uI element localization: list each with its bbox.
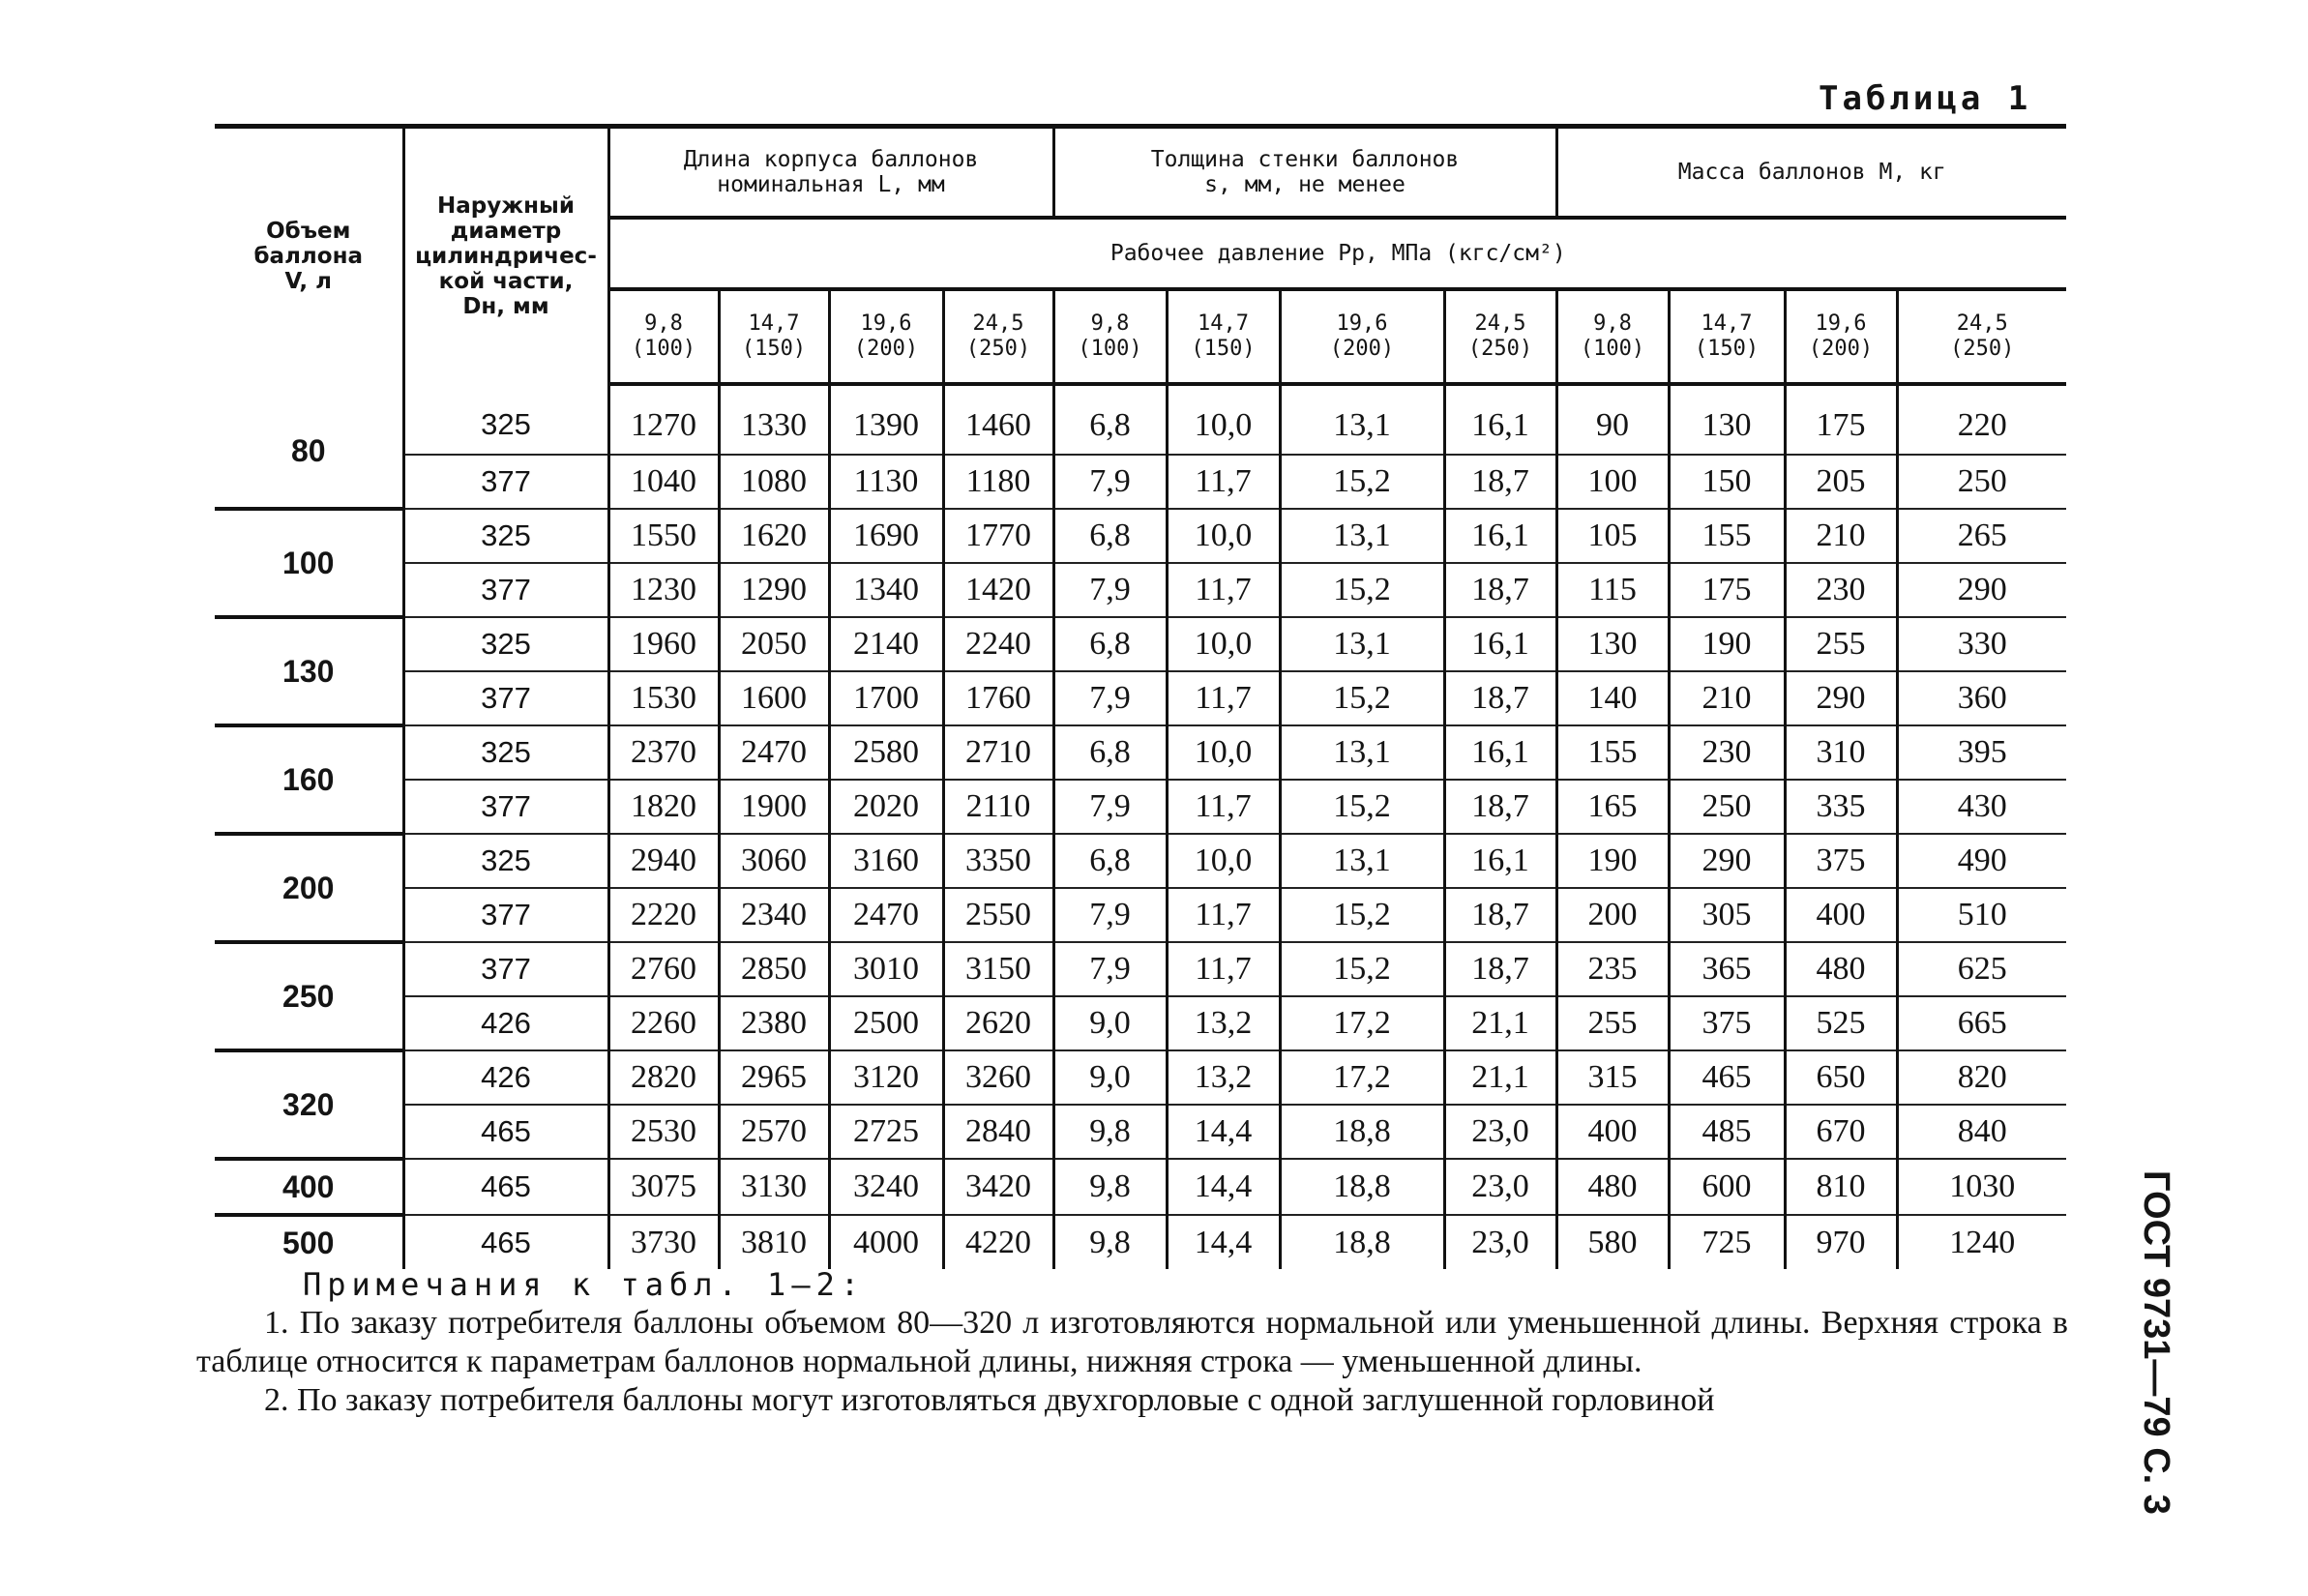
mass-cell: 625 [1897,942,2066,996]
thickness-cell: 23,0 [1444,1105,1556,1159]
thickness-cell: 10,0 [1167,617,1280,671]
pressure-col-header: 14,7 (150) [1167,289,1280,384]
mass-cell: 205 [1785,455,1897,509]
length-cell: 1390 [829,384,943,455]
thickness-cell: 9,8 [1053,1215,1167,1269]
length-cell: 2940 [608,834,719,888]
volume-column-header: Объем баллона V, л [215,127,403,385]
notes [196,1265,2068,1420]
mass-cell: 315 [1556,1050,1669,1105]
mass-cell: 510 [1897,888,2066,942]
length-cell: 1900 [719,780,829,834]
mass-cell: 290 [1669,834,1785,888]
mass-cell: 665 [1897,996,2066,1050]
diameter-cell: 426 [403,996,608,1050]
thickness-cell: 10,0 [1167,725,1280,780]
table-row [215,725,2066,780]
length-cell: 2220 [608,888,719,942]
cylinder-spec-table [215,124,2066,1269]
length-cell: 2110 [943,780,1053,834]
volume-cell: 130 [215,617,403,725]
mass-cell: 1240 [1897,1215,2066,1269]
thickness-cell: 18,8 [1280,1159,1444,1215]
mass-cell: 140 [1556,671,1669,725]
length-cell: 1620 [719,509,829,563]
thickness-cell: 16,1 [1444,725,1556,780]
thickness-cell: 7,9 [1053,888,1167,942]
volume-cell: 400 [215,1159,403,1215]
thickness-cell: 9,0 [1053,1050,1167,1105]
length-cell: 3120 [829,1050,943,1105]
thickness-cell: 11,7 [1167,942,1280,996]
note-item: 1. По заказу потребителя баллоны объемом 80—320 л изготовляются нормальной или уменьшенной длины. Верхняя строка в таблице относится к параметрам баллонов нормальной длины, нижняя строка — уменьшенной длины. [196,1305,2068,1379]
mass-cell: 310 [1785,725,1897,780]
thickness-cell: 7,9 [1053,780,1167,834]
length-cell: 3420 [943,1159,1053,1215]
mass-cell: 250 [1669,780,1785,834]
pressure-col-header: 19,6 (200) [829,289,943,384]
thickness-cell: 6,8 [1053,384,1167,455]
thickness-cell: 21,1 [1444,996,1556,1050]
diameter-column-header: Наружный диаметр цилиндричес- кой части, Dн, мм [403,127,608,385]
table-row [215,888,2066,942]
length-cell: 2500 [829,996,943,1050]
length-cell: 2760 [608,942,719,996]
thickness-cell: 6,8 [1053,509,1167,563]
pressure-col-header: 19,6 (200) [1785,289,1897,384]
mass-cell: 130 [1669,384,1785,455]
thickness-cell: 18,7 [1444,455,1556,509]
length-cell: 3075 [608,1159,719,1215]
mass-cell: 220 [1897,384,2066,455]
length-cell: 2820 [608,1050,719,1105]
thickness-cell: 18,7 [1444,563,1556,617]
pressure-col-header: 9,8 (100) [1556,289,1669,384]
length-cell: 2380 [719,996,829,1050]
pressure-col-header: 19,6 (200) [1280,289,1444,384]
length-cell: 3730 [608,1215,719,1269]
thickness-cell: 23,0 [1444,1215,1556,1269]
pressure-header: Рабочее давление Pр, МПа (кгс/см²) [608,218,2066,289]
diameter-cell: 377 [403,942,608,996]
thickness-cell: 13,1 [1280,509,1444,563]
table-row [215,1215,2066,1269]
length-cell: 3260 [943,1050,1053,1105]
thickness-cell: 6,8 [1053,617,1167,671]
table-row [215,509,2066,563]
volume-cell: 160 [215,725,403,834]
length-group-header: Длина корпуса баллонов номинальная L, мм [608,127,1053,219]
thickness-cell: 13,1 [1280,384,1444,455]
mass-cell: 365 [1669,942,1785,996]
table-row [215,996,2066,1050]
length-cell: 2050 [719,617,829,671]
mass-cell: 265 [1897,509,2066,563]
length-cell: 1420 [943,563,1053,617]
thickness-cell: 17,2 [1280,1050,1444,1105]
length-cell: 1820 [608,780,719,834]
table-row [215,1050,2066,1105]
thickness-cell: 10,0 [1167,509,1280,563]
thickness-cell: 6,8 [1053,725,1167,780]
volume-cell: 250 [215,942,403,1050]
length-cell: 1700 [829,671,943,725]
thickness-cell: 18,7 [1444,942,1556,996]
mass-cell: 165 [1556,780,1669,834]
table-row [215,455,2066,509]
length-cell: 2140 [829,617,943,671]
diameter-cell: 377 [403,671,608,725]
thickness-cell: 21,1 [1444,1050,1556,1105]
pressure-col-header: 24,5 (250) [1897,289,2066,384]
mass-cell: 810 [1785,1159,1897,1215]
length-cell: 3150 [943,942,1053,996]
diameter-cell: 325 [403,834,608,888]
length-cell: 1530 [608,671,719,725]
length-cell: 2020 [829,780,943,834]
note-item: 2. По заказу потребителя баллоны могут изготовляться двухгорловые с одной заглушенной горловиной [264,1382,1715,1418]
mass-cell: 150 [1669,455,1785,509]
mass-cell: 360 [1897,671,2066,725]
pressure-col-header: 24,5 (250) [1444,289,1556,384]
length-cell: 3130 [719,1159,829,1215]
mass-cell: 115 [1556,563,1669,617]
length-cell: 2965 [719,1050,829,1105]
diameter-cell: 377 [403,888,608,942]
mass-cell: 190 [1669,617,1785,671]
length-cell: 2260 [608,996,719,1050]
thickness-cell: 18,8 [1280,1105,1444,1159]
table-row [215,1159,2066,1215]
mass-cell: 335 [1785,780,1897,834]
thickness-cell: 16,1 [1444,617,1556,671]
pressure-col-header: 9,8 (100) [1053,289,1167,384]
mass-cell: 200 [1556,888,1669,942]
pressure-col-header: 14,7 (150) [719,289,829,384]
length-cell: 3810 [719,1215,829,1269]
mass-cell: 525 [1785,996,1897,1050]
thickness-cell: 15,2 [1280,942,1444,996]
length-cell: 1180 [943,455,1053,509]
mass-cell: 235 [1556,942,1669,996]
thickness-cell: 14,4 [1167,1159,1280,1215]
volume-cell: 320 [215,1050,403,1159]
mass-group-header: Масса баллонов M, кг [1556,127,2066,219]
length-cell: 1960 [608,617,719,671]
thickness-cell: 7,9 [1053,455,1167,509]
length-cell: 1550 [608,509,719,563]
mass-cell: 255 [1556,996,1669,1050]
table-header [215,127,2066,385]
table-title: Таблица 1 [1819,79,2032,118]
mass-cell: 305 [1669,888,1785,942]
length-cell: 1760 [943,671,1053,725]
mass-cell: 190 [1556,834,1669,888]
length-cell: 3350 [943,834,1053,888]
thickness-cell: 15,2 [1280,563,1444,617]
thickness-cell: 11,7 [1167,888,1280,942]
mass-cell: 155 [1556,725,1669,780]
thickness-cell: 15,2 [1280,888,1444,942]
length-cell: 1600 [719,671,829,725]
mass-cell: 480 [1785,942,1897,996]
length-cell: 2470 [829,888,943,942]
length-cell: 2620 [943,996,1053,1050]
mass-cell: 290 [1897,563,2066,617]
volume-cell: 200 [215,834,403,942]
table-row [215,1105,2066,1159]
mass-cell: 400 [1785,888,1897,942]
volume-cell: 500 [282,1225,335,1260]
length-cell: 2470 [719,725,829,780]
mass-cell: 400 [1556,1105,1669,1159]
length-cell: 1230 [608,563,719,617]
thickness-group-header: Толщина стенки баллонов s, мм, не менее [1053,127,1556,219]
mass-cell: 100 [1556,455,1669,509]
thickness-cell: 14,4 [1167,1215,1280,1269]
mass-cell: 480 [1556,1159,1669,1215]
mass-cell: 210 [1785,509,1897,563]
length-cell: 3060 [719,834,829,888]
length-cell: 1770 [943,509,1053,563]
thickness-cell: 13,2 [1167,1050,1280,1105]
mass-cell: 600 [1669,1159,1785,1215]
mass-cell: 485 [1669,1105,1785,1159]
thickness-cell: 7,9 [1053,942,1167,996]
thickness-cell: 9,8 [1053,1105,1167,1159]
diameter-cell: 377 [403,780,608,834]
diameter-cell: 465 [403,1215,608,1269]
length-cell: 2725 [829,1105,943,1159]
diameter-cell: 325 [403,384,608,455]
table-row [215,671,2066,725]
thickness-cell: 18,7 [1444,780,1556,834]
thickness-cell: 9,8 [1053,1159,1167,1215]
thickness-cell: 13,1 [1280,617,1444,671]
diameter-cell: 377 [403,455,608,509]
length-cell: 1460 [943,384,1053,455]
length-cell: 2340 [719,888,829,942]
document-side-label: ГОСТ 9731—79 С. 3 [2136,1170,2176,1515]
length-cell: 2850 [719,942,829,996]
table-row [215,617,2066,671]
table-row [215,834,2066,888]
length-cell: 1270 [608,384,719,455]
length-cell: 2240 [943,617,1053,671]
thickness-cell: 15,2 [1280,671,1444,725]
pressure-col-header: 14,7 (150) [1669,289,1785,384]
mass-cell: 1030 [1897,1159,2066,1215]
table-row [215,384,2066,455]
thickness-cell: 11,7 [1167,563,1280,617]
mass-cell: 175 [1669,563,1785,617]
length-cell: 2550 [943,888,1053,942]
mass-cell: 330 [1897,617,2066,671]
thickness-cell: 9,0 [1053,996,1167,1050]
mass-cell: 90 [1556,384,1669,455]
length-cell: 1690 [829,509,943,563]
mass-cell: 130 [1556,617,1669,671]
length-cell: 3240 [829,1159,943,1215]
table-row [215,942,2066,996]
volume-cell: 80 [215,384,403,509]
length-cell: 2370 [608,725,719,780]
thickness-cell: 7,9 [1053,563,1167,617]
mass-cell: 580 [1556,1215,1669,1269]
notes-heading: Примечания к табл. 1—2: [303,1266,866,1303]
thickness-cell: 18,8 [1280,1215,1444,1269]
length-cell: 2580 [829,725,943,780]
diameter-cell: 325 [403,509,608,563]
mass-cell: 970 [1785,1215,1897,1269]
mass-cell: 210 [1669,671,1785,725]
diameter-cell: 325 [403,617,608,671]
length-cell: 2570 [719,1105,829,1159]
mass-cell: 840 [1897,1105,2066,1159]
mass-cell: 430 [1897,780,2066,834]
diameter-cell: 465 [403,1105,608,1159]
thickness-cell: 16,1 [1444,834,1556,888]
pressure-col-header: 24,5 (250) [943,289,1053,384]
mass-cell: 230 [1785,563,1897,617]
length-cell: 3010 [829,942,943,996]
thickness-cell: 16,1 [1444,384,1556,455]
diameter-cell: 426 [403,1050,608,1105]
length-cell: 3160 [829,834,943,888]
thickness-cell: 10,0 [1167,384,1280,455]
thickness-cell: 14,4 [1167,1105,1280,1159]
mass-cell: 375 [1785,834,1897,888]
diameter-cell: 377 [403,563,608,617]
table-row [215,563,2066,617]
volume-cell: 100 [215,509,403,617]
thickness-cell: 23,0 [1444,1159,1556,1215]
mass-cell: 490 [1897,834,2066,888]
length-cell: 1130 [829,455,943,509]
mass-cell: 465 [1669,1050,1785,1105]
mass-cell: 725 [1669,1215,1785,1269]
length-cell: 2840 [943,1105,1053,1159]
length-cell: 1040 [608,455,719,509]
diameter-cell: 465 [403,1159,608,1215]
thickness-cell: 13,2 [1167,996,1280,1050]
length-cell: 1340 [829,563,943,617]
length-cell: 1080 [719,455,829,509]
thickness-cell: 11,7 [1167,671,1280,725]
mass-cell: 175 [1785,384,1897,455]
pressure-col-header: 9,8 (100) [608,289,719,384]
mass-cell: 255 [1785,617,1897,671]
mass-cell: 820 [1897,1050,2066,1105]
thickness-cell: 18,7 [1444,888,1556,942]
thickness-cell: 18,7 [1444,671,1556,725]
mass-cell: 230 [1669,725,1785,780]
thickness-cell: 17,2 [1280,996,1444,1050]
thickness-cell: 11,7 [1167,455,1280,509]
diameter-cell: 325 [403,725,608,780]
length-cell: 4220 [943,1215,1053,1269]
mass-cell: 375 [1669,996,1785,1050]
table-row [215,780,2066,834]
thickness-cell: 15,2 [1280,455,1444,509]
mass-cell: 155 [1669,509,1785,563]
mass-cell: 670 [1785,1105,1897,1159]
mass-cell: 250 [1897,455,2066,509]
thickness-cell: 16,1 [1444,509,1556,563]
table-body [215,384,2066,1269]
mass-cell: 105 [1556,509,1669,563]
mass-cell: 650 [1785,1050,1897,1105]
length-cell: 4000 [829,1215,943,1269]
mass-cell: 395 [1897,725,2066,780]
thickness-cell: 13,1 [1280,834,1444,888]
length-cell: 2710 [943,725,1053,780]
thickness-cell: 7,9 [1053,671,1167,725]
thickness-cell: 11,7 [1167,780,1280,834]
mass-cell: 290 [1785,671,1897,725]
thickness-cell: 13,1 [1280,725,1444,780]
length-cell: 1330 [719,384,829,455]
length-cell: 2530 [608,1105,719,1159]
length-cell: 1290 [719,563,829,617]
thickness-cell: 6,8 [1053,834,1167,888]
thickness-cell: 15,2 [1280,780,1444,834]
thickness-cell: 10,0 [1167,834,1280,888]
